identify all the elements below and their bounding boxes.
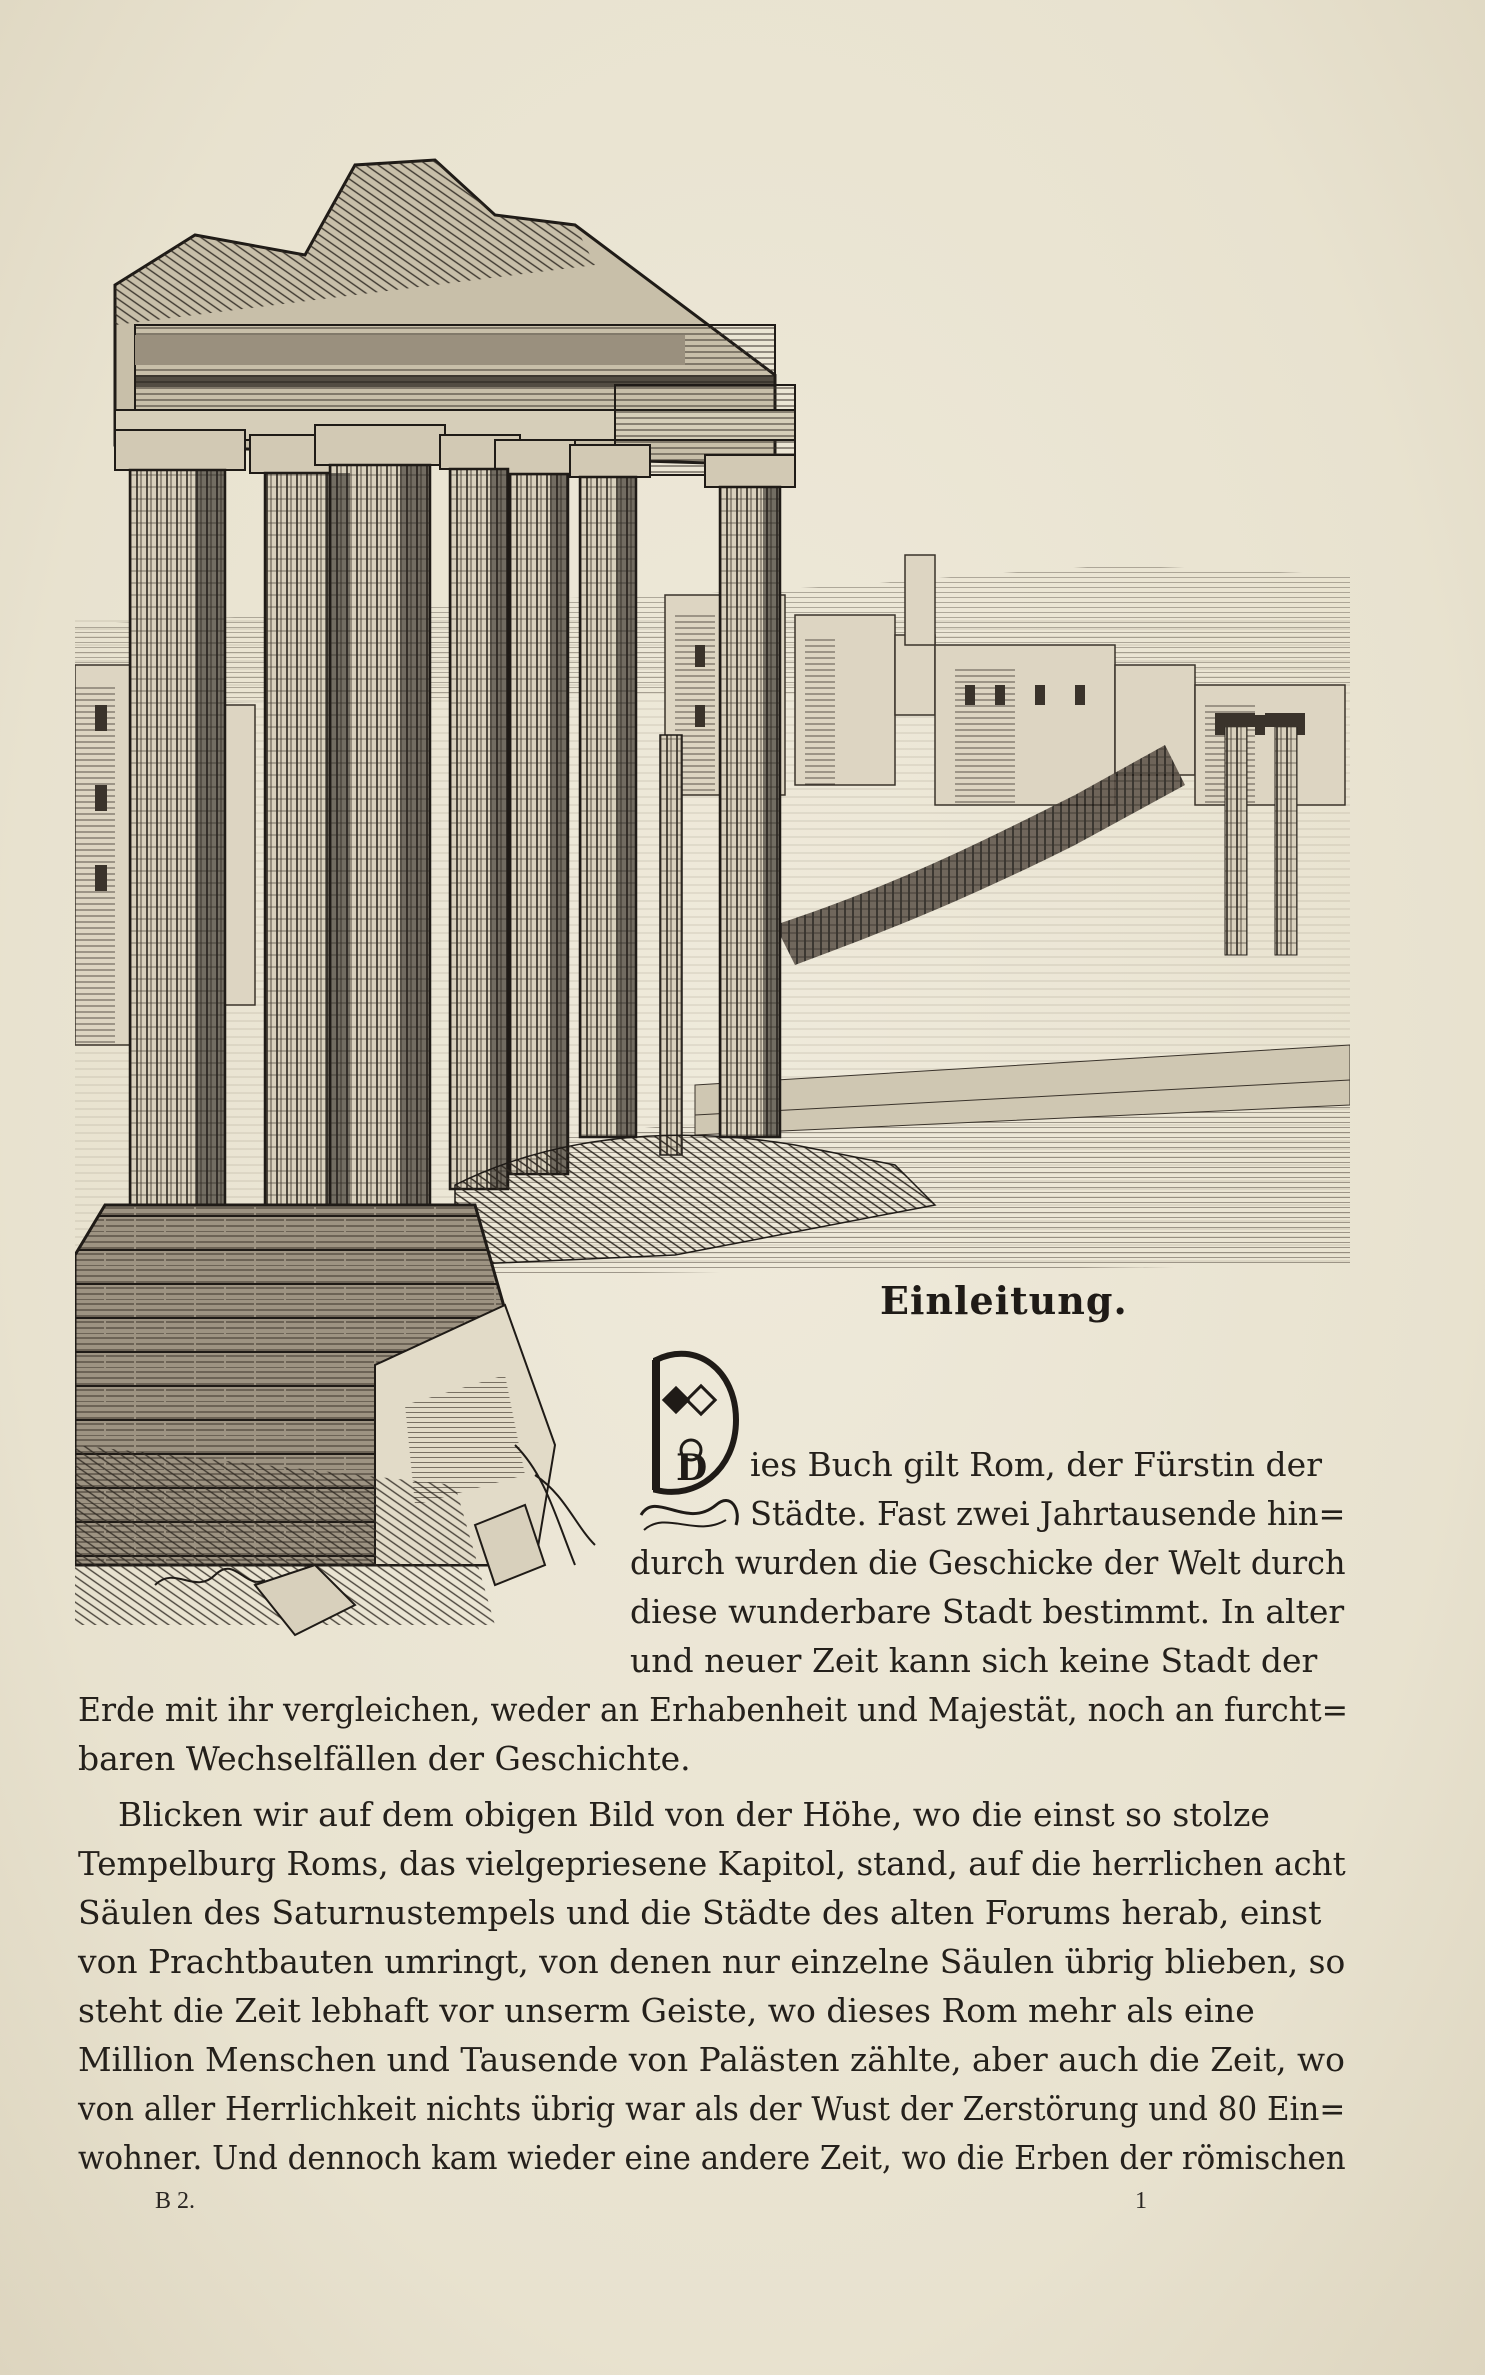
text-line: Erde mit ihr vergleichen, weder an Erhabenheit und Majestät, noch an furcht= [78, 1690, 1349, 1729]
text-line: Tempelburg Roms, das vielgepriesene Kapitol, stand, auf die herrlichen acht [78, 1844, 1346, 1883]
text-line: durch wurden die Geschicke der Welt durch [630, 1543, 1346, 1582]
page-number: 1 [1135, 2188, 1147, 2214]
printer-signature: B 2. [155, 2188, 196, 2214]
dropcap-letter: D [676, 1447, 708, 1489]
text-line: diese wunderbare Stadt bestimmt. In alter [630, 1592, 1345, 1631]
dropcap-ornament-icon [636, 1340, 746, 1540]
text-line: und neuer Zeit kann sich keine Stadt der [630, 1641, 1318, 1680]
text-line: steht die Zeit lebhaft vor unserm Geiste, wo dieses Rom mehr als eine [78, 1991, 1255, 2030]
dropcap-initial [636, 1340, 746, 1540]
text-line: ies Buch gilt Rom, der Fürstin der [750, 1445, 1322, 1484]
text-line: Blicken wir auf dem obigen Bild von der Höhe, wo die einst so stolze [118, 1795, 1270, 1834]
text-line: wohner. Und dennoch kam wieder eine andere Zeit, wo die Erben der römischen [78, 2138, 1346, 2177]
text-line: baren Wechselfällen der Geschichte. [78, 1739, 691, 1778]
text-line: von aller Herrlichkeit nichts übrig war als der Wust der Zerstörung und 80 Ein= [78, 2089, 1346, 2128]
chapter-heading: Einleitung. [880, 1278, 1128, 1323]
text-line: Million Menschen und Tausende von Palästen zählte, aber auch die Zeit, wo [78, 2040, 1345, 2079]
text-line: Säulen des Saturnustempels und die Städte des alten Forums herab, einst [78, 1893, 1322, 1932]
text-line: Städte. Fast zwei Jahrtausende hin= [750, 1494, 1346, 1533]
text-line: von Prachtbauten umringt, von denen nur einzelne Säulen übrig blieben, so [78, 1942, 1346, 1981]
